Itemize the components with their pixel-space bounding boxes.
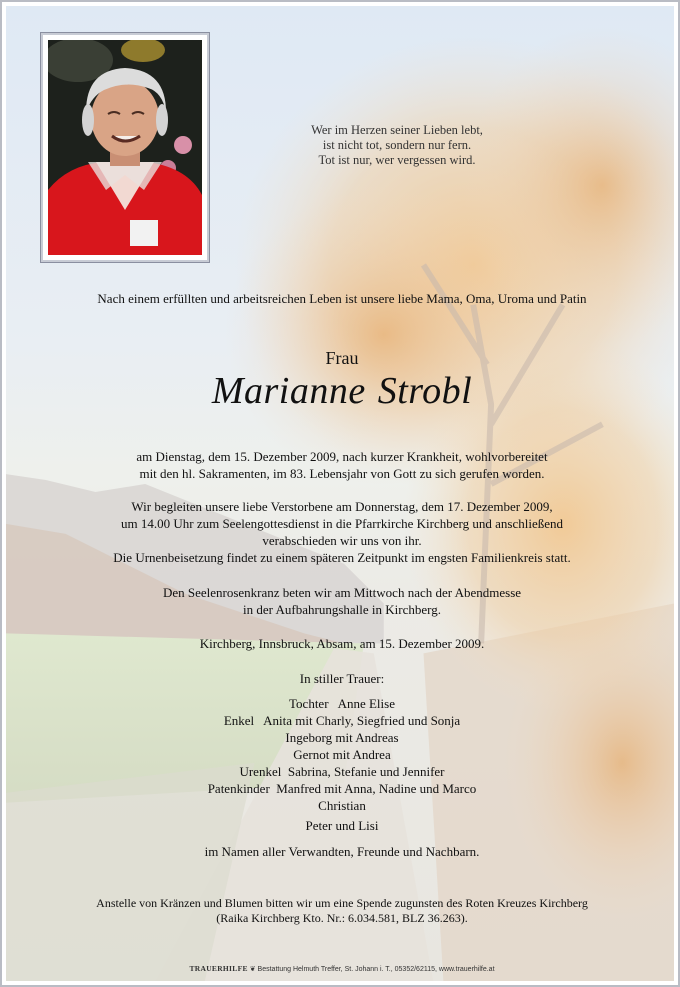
- death-notice-line: mit den hl. Sakramenten, im 83. Lebensjahr von Gott zu sich gerufen worden.: [139, 466, 545, 481]
- donation-line: (Raika Kirchberg Kto. Nr.: 6.034.581, BLZ 36.263).: [216, 911, 468, 925]
- family-line: Urenkel Sabrina, Stefanie und Jennifer: [239, 764, 445, 779]
- deceased-name: [2, 369, 680, 413]
- funeral-line: um 14.00 Uhr zum Seelengottesdienst in die Pfarrkirche Kirchberg und anschließend: [120, 516, 563, 531]
- place-date: Kirchberg, Innsbruck, Absam, am 15. Dezember 2009.: [199, 636, 485, 651]
- closing-line: im Namen aller Verwandten, Freunde und Nachbarn.: [204, 844, 480, 859]
- family-line: Peter und Lisi: [305, 818, 379, 833]
- funeral-details: [2, 498, 680, 566]
- footer-logo-icon: ❦: [249, 966, 256, 973]
- footer-brand: TRAUERHILFE: [189, 964, 248, 973]
- memorial-poem: [202, 123, 592, 168]
- donation-line: Anstelle von Kränzen und Blumen bitten wir um eine Spende zugunsten des Roten Kreuzes Kirchberg: [96, 896, 588, 910]
- family-line: Enkel Anita mit Charly, Siegfried und Sonja: [223, 713, 461, 728]
- family-line: Christian: [318, 798, 366, 813]
- poem-line: ist nicht tot, sondern nur fern.: [322, 138, 472, 152]
- funeral-line: Die Urnenbeisetzung findet zu einem späteren Zeitpunkt im engsten Familienkreis statt.: [113, 550, 571, 565]
- poem-line: Wer im Herzen seiner Lieben lebt,: [311, 123, 483, 137]
- family-line: Patenkinder Manfred mit Anna, Nadine und Marco: [207, 781, 477, 796]
- family-line: Ingeborg mit Andreas: [285, 730, 399, 745]
- rosary-line: in der Aufbahrungshalle in Kirchberg.: [243, 602, 441, 617]
- mourning-heading: In stiller Trauer:: [299, 671, 385, 686]
- rosary-line: Den Seelenrosenkranz beten wir am Mittwoch nach der Abendmesse: [162, 585, 522, 600]
- funeral-home-footer: [2, 964, 680, 973]
- donation-request: [2, 896, 680, 926]
- portrait-photo: [48, 40, 202, 255]
- last-name: Strobl: [377, 370, 473, 412]
- rosary-notice: [2, 584, 680, 618]
- footer-text: Bestattung Helmuth Treffer, St. Johann i. T., 05352/62115, www.trauerhilfe.at: [257, 966, 495, 973]
- funeral-line: verabschieden wir uns von ihr.: [262, 533, 422, 548]
- family-list: [2, 695, 680, 834]
- family-line: Gernot mit Andrea: [293, 747, 391, 762]
- family-line: Tochter Anne Elise: [289, 696, 395, 711]
- death-notice: [2, 448, 680, 482]
- funeral-line: Wir begleiten unsere liebe Verstorbene am Donnerstag, dem 17. Dezember 2009,: [131, 499, 553, 514]
- intro-text: Nach einem erfüllten und arbeitsreichen Leben ist unsere liebe Mama, Oma, Uroma und Patin: [97, 291, 587, 306]
- salutation: Frau: [325, 348, 359, 368]
- poem-line: Tot ist nur, wer vergessen wird.: [318, 153, 476, 167]
- first-name: Marianne: [211, 370, 366, 412]
- portrait-frame: [40, 32, 210, 263]
- death-notice-line: am Dienstag, dem 15. Dezember 2009, nach kurzer Krankheit, wohlvorbereitet: [136, 449, 548, 464]
- portrait-illustration: [48, 40, 202, 255]
